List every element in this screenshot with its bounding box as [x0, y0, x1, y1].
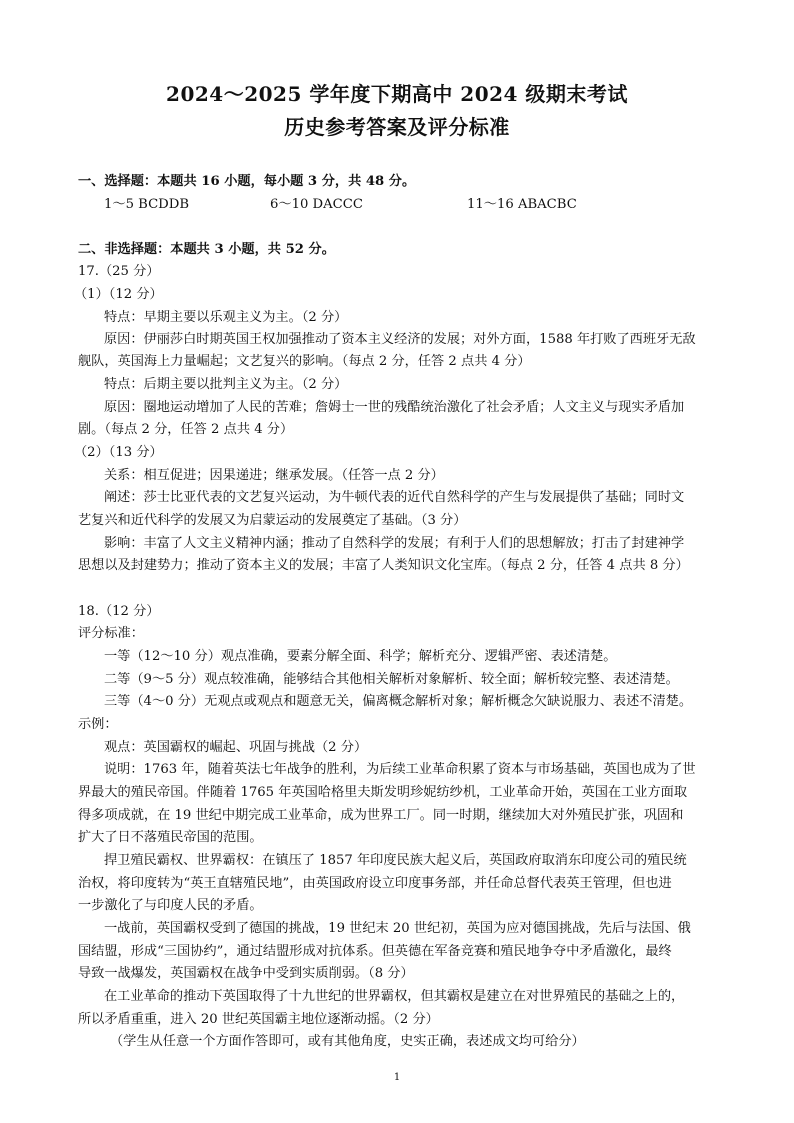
q18-line: 所以矛盾重重，进入 20 世纪英国霸主地位逐渐动摇。（2 分）: [78, 1012, 439, 1027]
q17-line: 特点：早期主要以乐观主义为主。（2 分）: [104, 310, 348, 325]
q17-line: 思想以及封建势力；推动了资本主义的发展；丰富了人类知识文化宝库。（每点 2 分，任答 4 点共 8 分）: [78, 558, 689, 573]
q18-line: 捍卫殖民霸权、世界霸权：在镇压了 1857 年印度民族大起义后，英国政府取消东印度公司的殖民统: [104, 853, 687, 868]
exam-title: 2024～2025 学年度下期高中 2024 级期末考试: [166, 82, 628, 106]
grade-level-1: 一等（12～10 分）观点准确，要素分解全面、科学；解析充分、逻辑严密、表述清楚。: [104, 649, 617, 664]
q18-standard-label: 评分标准：: [78, 626, 144, 641]
q18-line: 国结盟，形成“三国协约”，通过结盟形成对抗体系。但英德在军备竞赛和殖民地争夺中矛盾激化，最终: [78, 944, 672, 959]
q18-line: 在工业革命的推动下英国取得了十九世纪的世界霸权，但其霸权是建立在对世界殖民的基础之上的，: [104, 989, 685, 1004]
q17-line: 影响：丰富了人文主义精神内涵；推动了自然科学的发展；有利于人们的思想解放；打击了封建神学: [104, 536, 685, 551]
exam-subtitle: 历史参考答案及评分标准: [284, 115, 510, 139]
q18-line: 一战前，英国霸权受到了德国的挑战，19 世纪末 20 世纪初，英国为应对德国挑战，先后与法国、俄: [104, 921, 691, 936]
section1-heading: 一、选择题：本题共 16 小题，每小题 3 分，共 48 分。: [78, 174, 416, 189]
q17-line: 关系：相互促进；因果递进；继承发展。（任答一点 2 分）: [104, 468, 444, 483]
q17-label: 17.（25 分）: [78, 264, 160, 279]
q18-line: 一步激化了与印度人民的矛盾。: [78, 898, 263, 913]
q17-line: 剧。（每点 2 分，任答 2 点共 4 分）: [78, 422, 294, 437]
q18-line: 导致一战爆发，英国霸权在战争中受到实质削弱。（8 分）: [78, 966, 414, 981]
page-number: 1: [393, 1072, 401, 1083]
q17-line: 原因：伊丽莎白时期英国王权加强推动了资本主义经济的发展；对外方面，1588 年打败了西班牙无敌: [104, 332, 696, 347]
q17-line: 原因：圈地运动增加了人民的苦难；詹姆士一世的残酷统治激化了社会矛盾；人文主义与现实矛盾加: [104, 400, 685, 415]
grade-level-2: 二等（9～5 分）观点较准确，能够结合其他相关解析对象解析、较全面；解析较完整、表述清楚。: [104, 672, 679, 687]
q17-line: 阐述：莎士比亚代表的文艺复兴运动，为牛顿代表的近代自然科学的产生与发展提供了基础；同时文: [104, 490, 685, 505]
q17-part1-label: （1）（12 分）: [74, 287, 163, 302]
q18-note: （学生从任意一个方面作答即可，或有其他角度，史实正确，表述成文均可给分）: [110, 1034, 585, 1049]
q18-line: 观点：英国霸权的崛起、巩固与挑战（2 分）: [104, 740, 368, 755]
q18-label: 18.（12 分）: [78, 604, 160, 619]
q18-line: 界最大的殖民帝国。伴随着 1765 年英国哈格里夫斯发明珍妮纺纱机，工业革命开始，英国在工业方面取: [78, 785, 688, 800]
q18-example-label: 示例：: [78, 717, 118, 732]
q18-line: 治权，将印度转为“英王直辖殖民地”，由英国政府设立印度事务部，并任命总督代表英王管理，但也进: [78, 876, 672, 891]
q18-line: 说明：1763 年，随着英法七年战争的胜利，为后续工业革命积累了资本与市场基础，英国也成为了世: [104, 762, 696, 777]
q18-line: 扩大了日不落殖民帝国的范围。: [78, 830, 263, 845]
answers-11-16: 11～16 ABACBC: [467, 197, 577, 212]
q17-line: 舰队，英国海上力量崛起；文艺复兴的影响。（每点 2 分，任答 2 点共 4 分）: [78, 354, 531, 369]
q17-line: 特点：后期主要以批判主义为主。（2 分）: [104, 377, 348, 392]
section2-heading: 二、非选择题：本题共 3 小题，共 52 分。: [78, 242, 335, 257]
answers-6-10: 6～10 DACCC: [270, 197, 363, 212]
q17-part2-label: （2）（13 分）: [74, 445, 163, 460]
q18-line: 得多项成就，在 19 世纪中期完成工业革命，成为世界工厂。同一时期，继续加大对外殖民扩张，巩固和: [78, 808, 684, 823]
grade-level-3: 三等（4～0 分）无观点或观点和题意无关，偏离概念解析对象；解析概念欠缺说服力、表述不清楚。: [104, 694, 693, 709]
q17-line: 艺复兴和近代科学的发展又为启蒙运动的发展奠定了基础。（3 分）: [78, 513, 467, 528]
answers-1-5: 1～5 BCDDB: [104, 197, 190, 212]
